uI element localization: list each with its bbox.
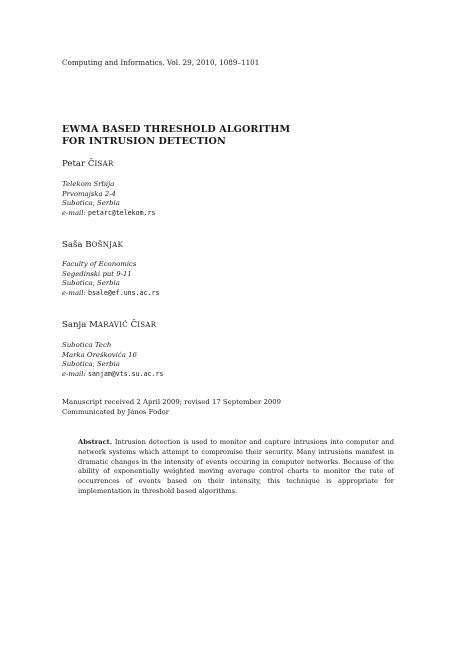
author-1-name [62, 159, 114, 169]
affiliation-line: Segedinski put 9-11 [62, 269, 132, 278]
author-last-rest: ISAR [94, 160, 114, 168]
author-last-rest: ARAVIĆ [97, 321, 128, 329]
affiliation-line: Faculty of Economics [62, 260, 137, 268]
received-dates: Manuscript received 2 April 2009; revised 17 September 2009 [62, 398, 282, 406]
paper-title [62, 124, 290, 148]
email-address: bsale@ef.uns.ac.rs [87, 288, 160, 297]
communicated-by: Communicated by János Fodor [62, 408, 170, 416]
affiliation-line: Subotica, Serbia [62, 199, 120, 208]
author-3-name [62, 320, 156, 330]
author-email [62, 209, 155, 219]
affiliation-line: Subotica Tech [62, 341, 112, 349]
author-email [62, 370, 163, 380]
affiliation-line: Subotica, Serbia [62, 360, 120, 369]
author-last-initial-2: Č [130, 320, 138, 330]
email-address: petarc@telekom.rs [87, 208, 156, 217]
author-3-affiliation [62, 341, 163, 379]
author-last-rest-2: ISAR [137, 321, 157, 329]
title-line-2: FOR INTRUSION DETECTION [62, 136, 226, 147]
author-1-affiliation [62, 180, 155, 218]
title-line-1: EWMA BASED THRESHOLD ALGORITHM [62, 124, 291, 135]
affiliation-line: Marka Oreškovića 16 [62, 350, 137, 359]
author-first-name: Sanja [62, 320, 87, 330]
manuscript-history [62, 397, 281, 417]
abstract [78, 438, 394, 497]
author-first-name: Petar [62, 159, 86, 169]
author-last-initial: Č [87, 159, 95, 169]
author-2-name [62, 240, 123, 250]
abstract-text: Intrusion detection is used to monitor and capture intrusions into computer and network systems which attempt to compromise their security. Many intrusions manifest in dramatic changes in the intensity of events occuring in computer networks. Because of the ability of exponentially weighted moving average control charts to monitor the rate of occurrences of events based on their intensity, this technique is appropriate for implementation in threshold based algorithms. [78, 438, 394, 495]
email-label: e-mail: [62, 369, 86, 378]
affiliation-line: Subotica, Serbia [62, 279, 120, 288]
affiliation-line: Prvomajska 2-4 [62, 189, 116, 198]
email-label: e-mail: [62, 208, 86, 217]
abstract-label: Abstract. [78, 438, 113, 446]
author-2-affiliation [62, 260, 159, 298]
author-last-initial: B [85, 240, 92, 250]
affiliation-line: Telekom Srbija [62, 180, 115, 188]
author-email [62, 289, 159, 299]
author-first-name: Saša [62, 240, 83, 250]
author-last-initial: M [89, 320, 98, 330]
author-last-rest: OŠNJAK [91, 241, 124, 249]
journal-citation: Computing and Informatics, Vol. 29, 2010, 1089–1101 [62, 58, 260, 67]
email-label: e-mail: [62, 288, 86, 297]
email-address: sanjam@vts.su.ac.rs [87, 369, 164, 378]
